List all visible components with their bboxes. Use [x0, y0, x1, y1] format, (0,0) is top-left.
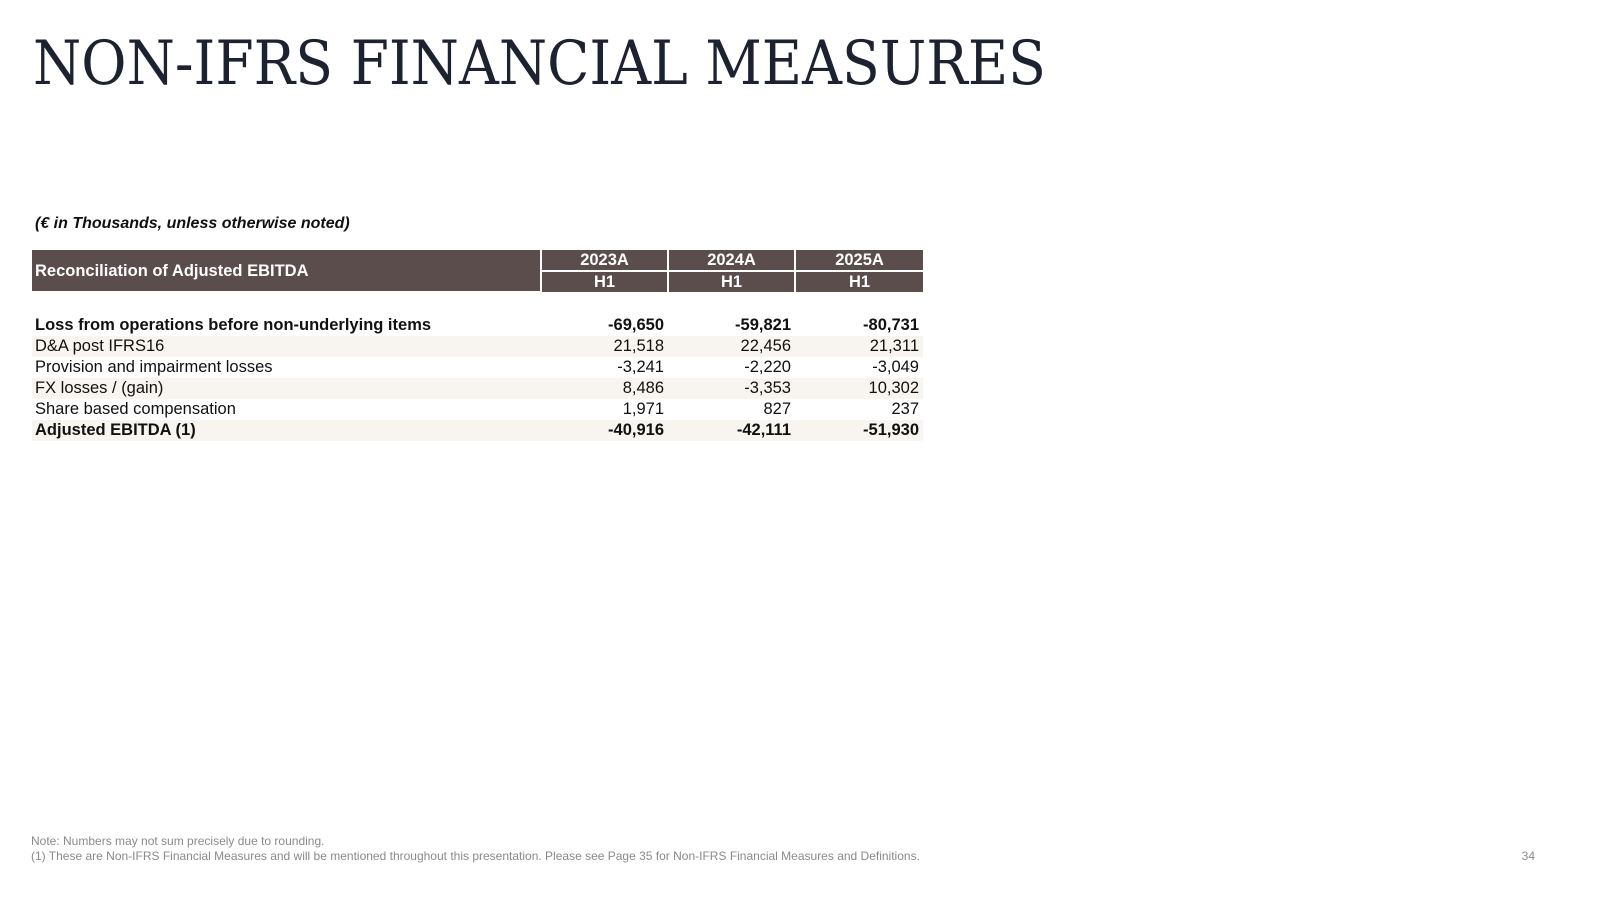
row-value: -42,111 [668, 420, 795, 441]
row-value: 8,486 [541, 378, 668, 399]
table-spacer [32, 292, 923, 315]
row-value: 10,302 [795, 378, 923, 399]
row-value: 827 [763, 400, 791, 418]
table-row [32, 378, 923, 399]
row-value: 22,456 [668, 336, 795, 357]
row-value: -51,930 [795, 420, 923, 441]
table-row [32, 357, 923, 378]
units-note: (€ in Thousands, unless otherwise noted) [35, 215, 350, 232]
row-value: -3,241 [617, 358, 664, 376]
table-row [32, 336, 923, 357]
column-header-year: 2024A [668, 250, 795, 271]
row-label: Share based compensation [35, 400, 236, 418]
row-label: Loss from operations before non-underlying items [35, 316, 432, 334]
row-label: D&A post IFRS16 [32, 336, 541, 357]
row-value: -3,049 [872, 358, 919, 376]
row-value: -59,821 [735, 316, 791, 334]
row-value: -40,916 [541, 420, 668, 441]
row-value: 237 [891, 400, 919, 418]
row-value: -3,353 [668, 378, 795, 399]
table-row [32, 399, 923, 420]
definition-footnote: (1) These are Non-IFRS Financial Measures and will be mentioned throughout this presentation. Please see Page 35 for Non-IFRS Financial Measures and Definitions. [31, 849, 920, 863]
page-number: 34 [1521, 849, 1535, 863]
row-label: Provision and impairment losses [35, 358, 273, 376]
column-header-year: 2023A [541, 250, 668, 271]
row-value: -2,220 [744, 358, 791, 376]
row-value: -80,731 [863, 316, 919, 334]
column-header-period: H1 [795, 271, 923, 292]
table-row-total [32, 420, 923, 441]
table-row [32, 315, 923, 336]
rounding-footnote: Note: Numbers may not sum precisely due to rounding. [31, 834, 325, 848]
row-label: FX losses / (gain) [32, 378, 541, 399]
row-value: 1,971 [622, 400, 664, 418]
table-header-row [32, 250, 923, 271]
row-value: -69,650 [608, 316, 664, 334]
column-header-year: 2025A [795, 250, 923, 271]
row-label: Adjusted EBITDA (1) [32, 420, 541, 441]
row-value: 21,518 [541, 336, 668, 357]
column-header-period: H1 [668, 271, 795, 292]
page-title: NON-IFRS FINANCIAL MEASURES [33, 28, 1046, 99]
table-header-label: Reconciliation of Adjusted EBITDA [32, 250, 541, 292]
row-value: 21,311 [795, 336, 923, 357]
column-header-period: H1 [541, 271, 668, 292]
ebitda-reconciliation-table [32, 250, 923, 441]
